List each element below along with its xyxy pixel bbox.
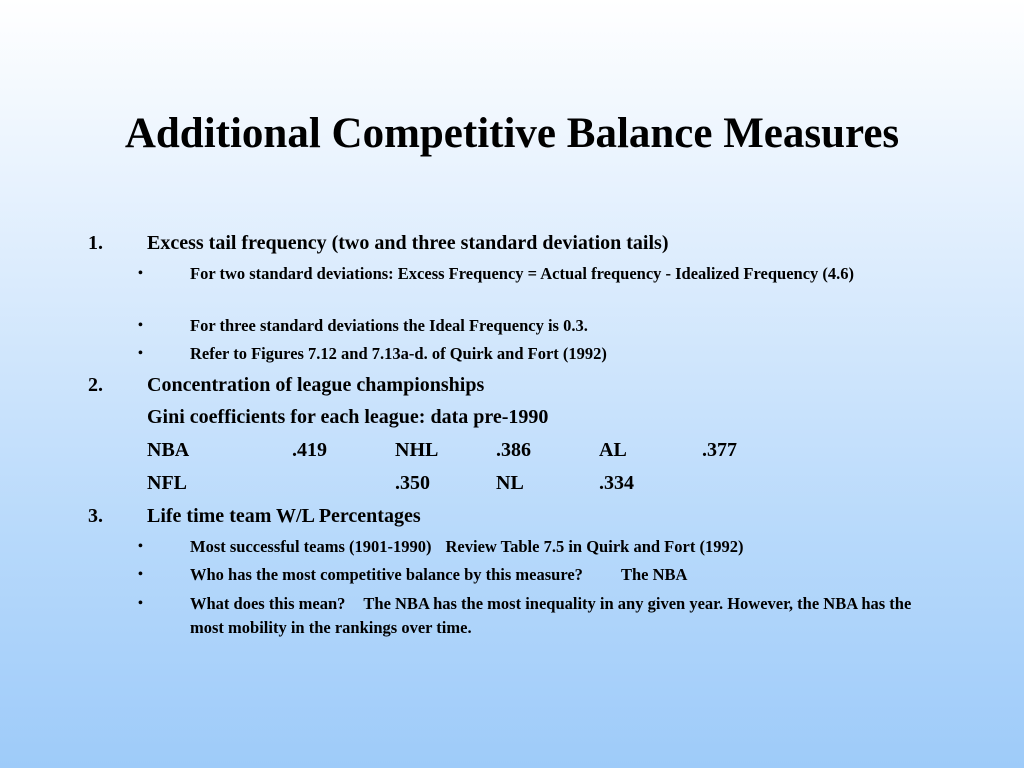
bullet-icon: • xyxy=(138,567,143,582)
gini-league: NBA xyxy=(147,439,190,461)
bullet-icon: • xyxy=(138,346,143,361)
sub-bullet-question: Who has the most competitive balance by this measure? xyxy=(190,565,583,584)
gini-row-1 xyxy=(147,438,847,462)
sub-bullet-text: For three standard deviations the Ideal Frequency is 0.3. xyxy=(190,316,588,335)
list-text: Excess tail frequency (two and three standard deviation tails) xyxy=(147,232,669,254)
gini-value: .350 xyxy=(395,472,430,494)
gini-value: .419 xyxy=(292,439,327,461)
gini-value: .334 xyxy=(599,472,634,494)
sub-bullet-text-wrap xyxy=(190,592,920,640)
gini-row-2 xyxy=(147,471,847,495)
sub-bullet-answer: Review Table 7.5 in Quirk and Fort (1992) xyxy=(445,537,744,556)
sub-bullet-answer: The NBA has the most inequality in any given year. However, the NBA has the most mobility in the rankings over time. xyxy=(190,594,912,637)
sub-bullet-text-wrap xyxy=(190,535,920,559)
sub-bullet-answer: The NBA xyxy=(620,565,688,584)
gini-league: NFL xyxy=(147,472,187,494)
bullet-icon: • xyxy=(138,318,143,333)
bullet-icon: • xyxy=(138,266,143,281)
gini-league: AL xyxy=(599,439,627,461)
list-text: Life time team W/L Percentages xyxy=(147,505,421,527)
list-number: 1. xyxy=(88,232,103,254)
list-number: 3. xyxy=(88,505,103,527)
sub-bullet-question: Most successful teams (1901-1990) xyxy=(190,537,432,556)
list-number: 2. xyxy=(88,374,103,396)
gini-subline-text: Gini coefficients for each league: data pre-1990 xyxy=(147,406,549,428)
slide-title: Additional Competitive Balance Measures xyxy=(124,110,900,157)
bullet-icon: • xyxy=(138,596,143,611)
sub-bullet-question: What does this mean? xyxy=(190,594,346,613)
sub-bullet-text: For two standard deviations: Excess Frequency = Actual frequency - Idealized Frequency (4.6) xyxy=(190,264,855,283)
bullet-icon: • xyxy=(138,539,143,554)
gini-value: .386 xyxy=(496,439,531,461)
sub-bullet-text: Refer to Figures 7.12 and 7.13a-d. of Quirk and Fort (1992) xyxy=(190,344,607,363)
gini-league: NL xyxy=(496,472,524,494)
sub-bullet-text-wrap xyxy=(190,563,920,587)
gini-league: NHL xyxy=(395,439,439,461)
gini-value: .377 xyxy=(702,439,737,461)
list-text: Concentration of league championships xyxy=(147,374,485,396)
